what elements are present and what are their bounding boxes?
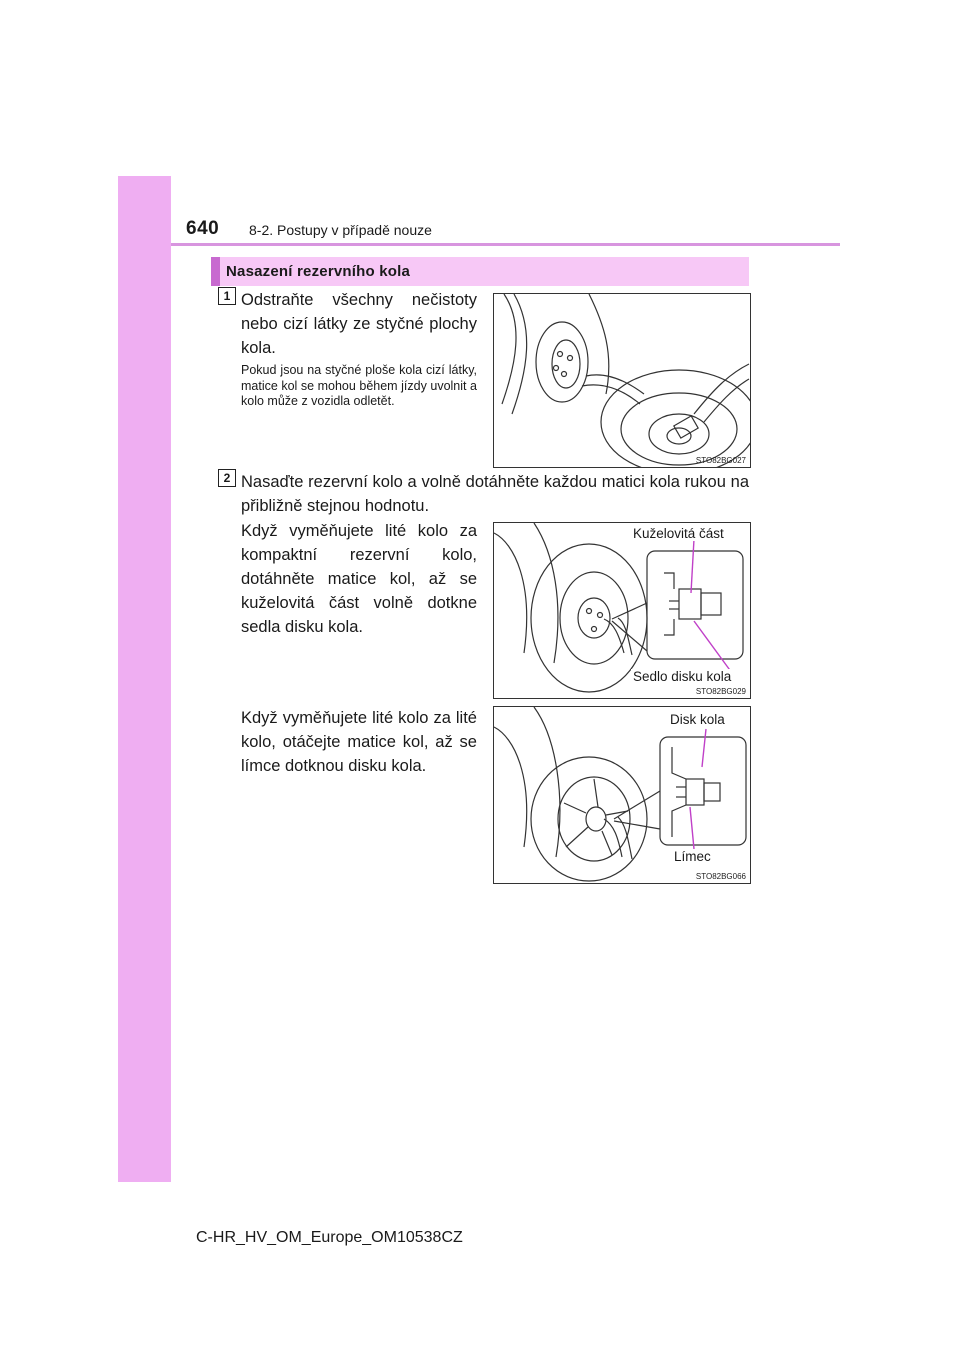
- figure-code: STO82BG066: [695, 872, 746, 881]
- step-2b-text: Když vyměňujete lité kolo za lité kolo, otáčejte matice kol, až se límce dotknou disku kola.: [241, 709, 477, 775]
- figure-alloy-wheel: [493, 706, 751, 884]
- chapter-sidebar-tab: [118, 176, 171, 1182]
- label-collar: Límec: [674, 849, 711, 864]
- document-id: C-HR_HV_OM_Europe_OM10538CZ: [196, 1229, 463, 1246]
- label-wheel-seat: Sedlo disku kola: [633, 669, 732, 684]
- step-1-number: 1: [218, 287, 236, 305]
- label-wheel-disc: Disk kola: [670, 712, 725, 727]
- cleaning-hub-illustration: [494, 294, 750, 467]
- step-1-note: Pokud jsou na styčné ploše kola cizí látky, matice kol se mohou během jízdy uvolnit a kolo může z vozidla odletět.: [241, 363, 477, 409]
- step-2a-text: Když vyměňujete lité kolo za kompaktní rezervní kolo, dotáhněte matice kol, až se kuželovitá část volně dotkne sedla disku kola.: [241, 522, 477, 636]
- figure-cleaning-hub: [493, 293, 751, 468]
- figure-code: STO82BG029: [695, 687, 746, 696]
- header-divider: [171, 243, 840, 246]
- step-2-text: Nasaďte rezervní kolo a volně dotáhněte každou matici kola rukou na přibližně stejnou hodnotu.: [241, 473, 749, 515]
- section-title: Nasazení rezervního kola: [211, 257, 749, 286]
- figure-compact-spare: [493, 522, 751, 699]
- page-number: 640: [186, 218, 220, 239]
- step-1-text: Odstraňte všechny nečistoty nebo cizí látky ze styčné plochy kola.: [241, 291, 477, 357]
- figure-code: STO82BG027: [695, 456, 746, 465]
- step-2-number: 2: [218, 469, 236, 487]
- chapter-title: 8-2. Postupy v případě nouze: [249, 222, 432, 238]
- label-tapered-part: Kuželovitá část: [633, 526, 724, 541]
